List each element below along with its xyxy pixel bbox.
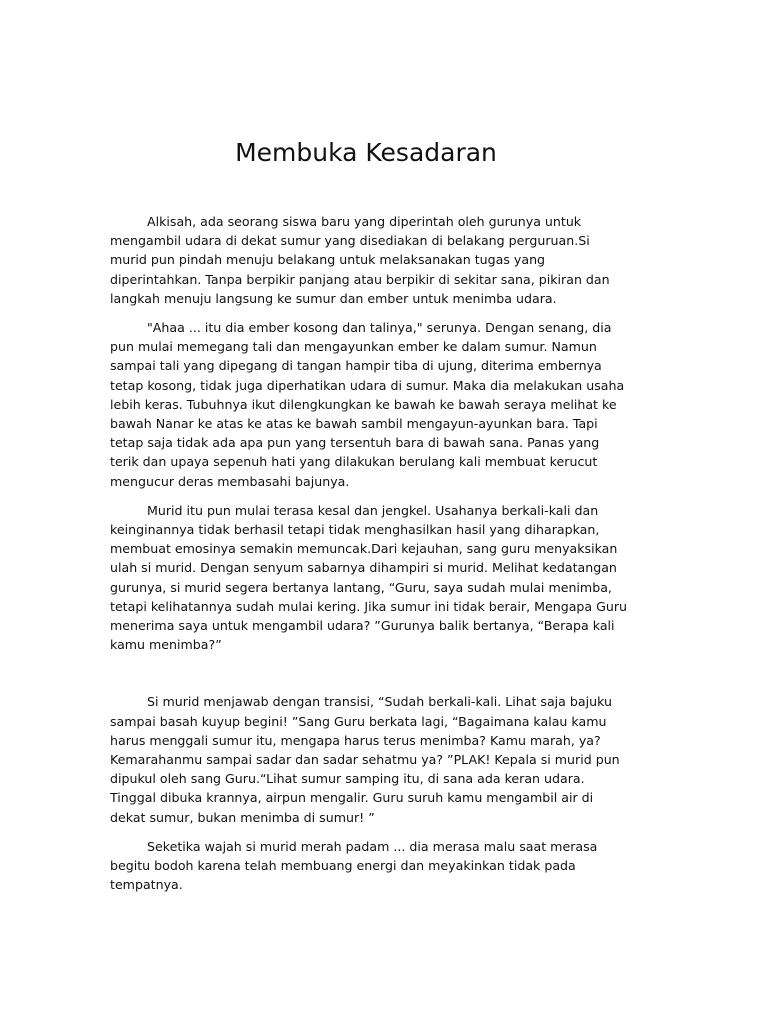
paragraph-2: "Ahaa ... itu dia ember kosong dan talinya," serunya. Dengan senang, dia pun mulai memegang tali dan mengayunkan ember ke dalam sumur. Namun sampai tali yang dipegang di tangan hampir tiba di ujung, diterima embernya tetap kosong, tidak juga diperhatikan udara di sumur. Maka dia melakukan usaha lebih keras. Tubuhnya ikut dilengkungkan ke bawah ke bawah seraya melihat ke bawah Nanar ke atas ke atas ke bawah sambil mengayun-ayunkan bara. Tapi tetap saja tidak ada apa pun yang tersentuh bara di bawah sana. Panas yang terik dan upaya sepenuh hati yang dilakukan berulang kali membuat kerucut mengucur deras membasahi bajunya. <box>110 320 625 489</box>
paragraph-4: Si murid menjawab dengan transisi, “Sudah berkali-kali. Lihat saja bajuku sampai basah kuyup begini! ”Sang Guru berkata lagi, “Bagaimana kalau kamu harus menggali sumur itu, mengapa harus terus menimba? Kamu marah, ya? Kemarahanmu sampai sadar dan sadar sehatmu ya? ”PLAK! Kepala si murid pun dipukul oleh sang Guru.“Lihat sumur samping itu, di sana ada keran udara. Tinggal dibuka krannya, airpun mengalir. Guru suruh kamu mengambil air di dekat sumur, bukan menimba di sumur! ” <box>110 694 620 825</box>
paragraph-1: Alkisah, ada seorang siswa baru yang diperintah oleh gurunya untuk mengambil udara di dekat sumur yang disediakan di belakang perguruan.Si murid pun pindah menuju belakang untuk melaksanakan tugas yang diperintahkan. Tanpa berpikir panjang atau berpikir di sekitar sana, pikiran dan langkah menuju langsung ke sumur dan ember untuk menimba udara. <box>110 214 610 306</box>
paragraph-3: Murid itu pun mulai terasa kesal dan jengkel. Usahanya berkali-kali dan keinginannya tidak berhasil tetapi tidak menghasilkan hasil yang diharapkan, membuat emosinya semakin memuncak.Dari kejauhan, sang guru menyaksikan ulah si murid. Dengan senyum sabarnya dihampiri si murid. Melihat kedatangan gurunya, si murid segera bertanya lantang, “Guru, saya sudah mulai menimba, tetapi kelihatannya sudah mulai kering. Jika sumur ini tidak berair, Mengapa Guru menerima saya untuk mengambil udara? ”Gurunya balik bertanya, “Berapa kali kamu menimba?” <box>110 502 628 653</box>
document-title: Membuka Kesadaran <box>235 138 497 167</box>
document-body <box>110 212 628 895</box>
paragraph-5: Seketika wajah si murid merah padam ... dia merasa malu saat merasa begitu bodoh karena telah membuang energi dan meyakinkan tidak pada tempatnya. <box>110 838 598 893</box>
